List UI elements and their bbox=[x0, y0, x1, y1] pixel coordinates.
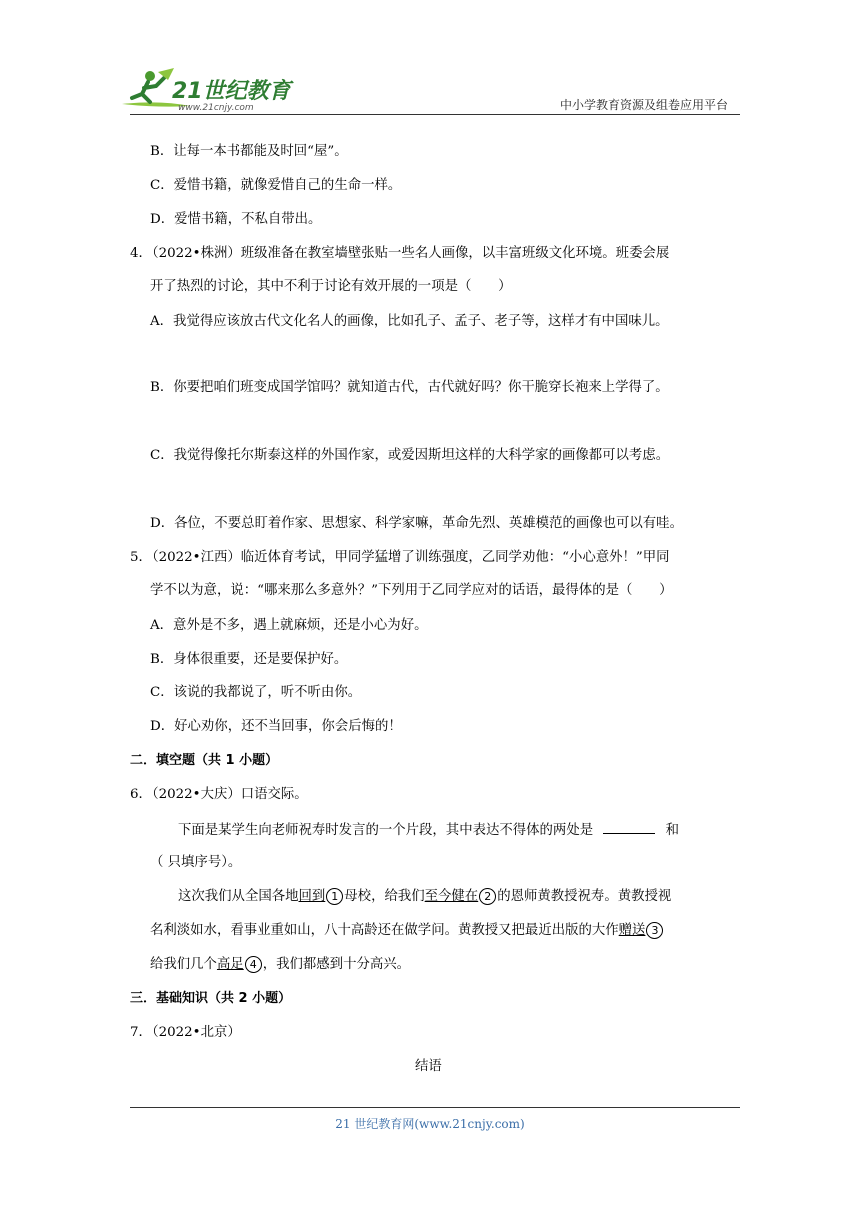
q5-option-c: C．该说的我都说了，听不听由你。 bbox=[150, 685, 362, 700]
circled-number-4: 4 bbox=[245, 956, 262, 973]
q5-stem-line2: 学不以为意，说：“哪来那么多意外？”下列用于乙同学应对的话语，最得体的是（ ） bbox=[150, 583, 673, 598]
q6-passage-line1 bbox=[178, 887, 671, 907]
passage-text: 给我们几个 bbox=[150, 957, 217, 972]
q3-option-b: B．让每一本书都能及时回“屋”。 bbox=[150, 144, 348, 159]
q5-option-d: D．好心劝你，还不当回事，你会后悔的！ bbox=[150, 719, 402, 734]
q6-passage-line2 bbox=[150, 921, 664, 941]
q4-stem-line2: 开了热烈的讨论，其中不利于讨论有效开展的一项是（ ） bbox=[150, 279, 512, 294]
passage-text: 的恩师黄教授祝寿。黄教授视 bbox=[497, 889, 672, 904]
underlined-phrase-3: 赠送 bbox=[618, 923, 646, 938]
q4-option-b: B．你要把咱们班变成国学馆吗？就知道古代，古代就好吗？你干脆穿长袍来上学得了。 bbox=[150, 380, 669, 395]
underlined-phrase-4: 高足 bbox=[216, 957, 244, 972]
q6-prompt-and: 和 bbox=[665, 823, 680, 838]
q7-title: 结语 bbox=[415, 1059, 442, 1074]
header-divider bbox=[130, 114, 740, 115]
q4-option-a: A．我觉得应该放古代文化名人的画像，比如孔子、孟子、老子等，这样才有中国味儿。 bbox=[150, 314, 669, 329]
answer-blank-1[interactable] bbox=[603, 819, 655, 834]
q5-stem-line1: 5．（2022•江西）临近体育考试，甲同学猛增了训练强度，乙同学劝他：“小心意外！”甲同 bbox=[130, 550, 670, 565]
q6-prompt-line2: （ 只填序号）。 bbox=[150, 855, 242, 870]
footer-divider bbox=[130, 1107, 740, 1108]
q6-prompt-text: 下面是某学生向老师祝寿时发言的一个片段，其中表达不得体的两处是 bbox=[178, 823, 594, 838]
passage-text: 名利淡如水，看事业重如山，八十高龄还在做学问。黄教授又把最近出版的大作 bbox=[150, 923, 619, 938]
site-logo bbox=[120, 66, 295, 112]
q6-stem: 6．（2022•大庆）口语交际。 bbox=[130, 787, 308, 802]
circled-number-1: 1 bbox=[326, 888, 343, 905]
q4-stem-line1: 4．（2022•株洲）班级准备在教室墙壁张贴一些名人画像，以丰富班级文化环境。班委会展 bbox=[130, 246, 670, 261]
platform-name: 中小学教育资源及组卷应用平台 bbox=[559, 98, 728, 112]
circled-number-2: 2 bbox=[479, 888, 496, 905]
q3-option-d: D．爱惜书籍，不私自带出。 bbox=[150, 212, 322, 227]
q3-option-c: C．爱惜书籍，就像爱惜自己的生命一样。 bbox=[150, 178, 402, 193]
q6-passage-line3 bbox=[150, 955, 410, 975]
passage-text: ，我们都感到十分高兴。 bbox=[262, 957, 411, 972]
section-fill-blank: 二．填空题（共 1 小题） bbox=[130, 753, 279, 768]
page-header bbox=[120, 66, 740, 114]
q4-option-c: C．我觉得像托尔斯泰这样的外国作家，或爱因斯坦这样的大科学家的画像都可以考虑。 bbox=[150, 448, 670, 463]
underlined-phrase-2: 至今健在 bbox=[424, 889, 479, 904]
underlined-phrase-1: 回到 bbox=[298, 889, 326, 904]
footer-text[interactable]: 21 世纪教育网(www.21cnjy.com) bbox=[335, 1117, 525, 1131]
q7-stem: 7．（2022•北京） bbox=[130, 1025, 241, 1040]
q5-option-b: B．身体很重要，还是要保护好。 bbox=[150, 652, 348, 667]
svg-text:21世纪教育: 21世纪教育 bbox=[172, 79, 291, 104]
q6-prompt-line1 bbox=[178, 819, 679, 841]
passage-text: 这次我们从全国各地 bbox=[178, 889, 299, 904]
q5-option-a: A．意外是不多，遇上就麻烦，还是小心为好。 bbox=[150, 618, 428, 633]
circled-number-3: 3 bbox=[646, 922, 663, 939]
section-basic-knowledge: 三．基础知识（共 2 小题） bbox=[130, 991, 292, 1006]
q4-option-d: D．各位，不要总盯着作家、思想家、科学家嘛，革命先烈、英雄模范的画像也可以有哇。 bbox=[150, 516, 683, 531]
svg-text:www.21cnjy.com: www.21cnjy.com bbox=[178, 103, 254, 112]
passage-text: 母校，给我们 bbox=[344, 889, 425, 904]
